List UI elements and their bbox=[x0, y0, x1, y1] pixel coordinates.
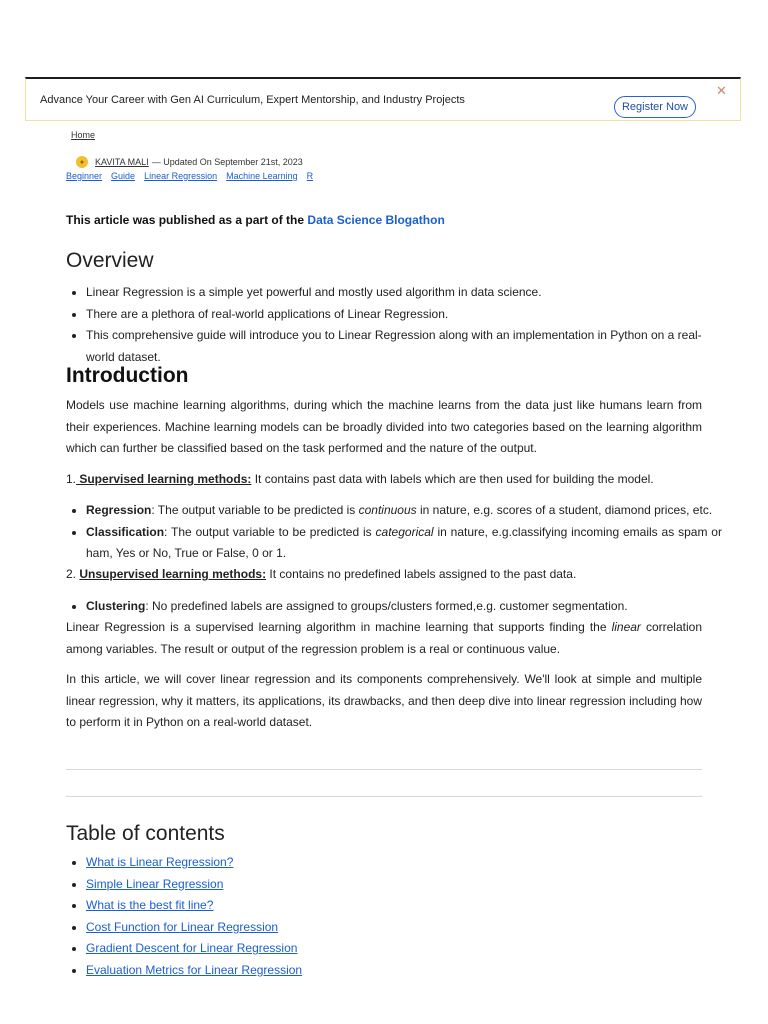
toc-link[interactable]: Evaluation Metrics for Linear Regression bbox=[86, 962, 303, 977]
summary-paragraph: In this article, we will cover linear regression and its components comprehensively. We'll look at simple and multiple linear regression, why it matters, its applications, its drawbacks, and then deep dive into linear regression including how to perform it in Python on a real-world dataset. bbox=[66, 672, 702, 729]
term-emphasis: categorical bbox=[375, 524, 434, 539]
list-item bbox=[86, 596, 722, 618]
list-item bbox=[86, 500, 722, 522]
term: Clustering bbox=[86, 599, 146, 613]
term-emphasis: continuous bbox=[358, 503, 417, 517]
toc-heading: Table of contents bbox=[66, 822, 225, 845]
tag-link[interactable]: Guide bbox=[111, 171, 136, 181]
toc-link[interactable]: Gradient Descent for Linear Regression bbox=[86, 941, 298, 955]
introduction-heading: Introduction bbox=[66, 364, 189, 387]
term-text: : No predefined labels are assigned to groups/clusters formed,e.g. customer segmentation. bbox=[145, 599, 628, 613]
term-text: : The output variable to be predicted is bbox=[151, 503, 359, 517]
divider bbox=[66, 796, 702, 797]
breadcrumb-home-link[interactable]: Home bbox=[71, 130, 96, 140]
list-number: 2. bbox=[66, 567, 77, 581]
toc-item bbox=[86, 938, 722, 960]
toc-link[interactable]: What is the best fit line? bbox=[86, 898, 214, 912]
toc-item bbox=[86, 960, 722, 982]
definition-paragraph bbox=[66, 617, 702, 660]
published-prefix: This article was published as a part of the bbox=[66, 213, 308, 227]
list-item: • Linear Regression is a simple yet powerful and mostly used algorithm in data science. bbox=[86, 282, 722, 304]
toc-list bbox=[66, 852, 722, 981]
tag-link[interactable]: Linear Regression bbox=[144, 171, 218, 181]
published-note bbox=[66, 213, 702, 227]
toc-link[interactable]: What is Linear Regression? bbox=[86, 855, 234, 869]
supervised-line bbox=[66, 469, 702, 491]
tag-link[interactable]: Beginner bbox=[66, 171, 103, 181]
promo-banner bbox=[25, 77, 741, 121]
toc-item bbox=[86, 874, 722, 896]
unsupervised-text: It contains no predefined labels assigned to the past data. bbox=[266, 567, 577, 581]
tag-link[interactable]: R bbox=[306, 171, 314, 181]
unsupervised-label: Unsupervised learning methods: bbox=[79, 567, 267, 581]
overview-heading: Overview bbox=[66, 249, 154, 272]
paragraph-emphasis: linear bbox=[611, 620, 641, 634]
tag-link[interactable]: Machine Learning bbox=[226, 171, 298, 181]
term-text: in nature, e.g.classifying incoming emails as spam or ham, Yes or No, True or False, 0 or 1. bbox=[86, 524, 722, 560]
banner-text: Advance Your Career with Gen AI Curriculum, Expert Mentorship, and Industry Projects bbox=[40, 94, 465, 106]
list-item: • There are a plethora of real-world applications of Linear Regression. bbox=[86, 304, 722, 326]
close-icon[interactable]: ✕ bbox=[716, 83, 727, 98]
list-item: • This comprehensive guide will introduce you to Linear Regression along with an implementation in Python on a real-world dataset. bbox=[86, 325, 722, 368]
toc-item bbox=[86, 852, 722, 874]
term: Regression bbox=[86, 503, 152, 517]
blogathon-link[interactable]: Data Science Blogathon bbox=[307, 213, 445, 227]
divider bbox=[66, 769, 702, 770]
supervised-label: Supervised learning methods: bbox=[76, 472, 252, 486]
term: Classification bbox=[86, 524, 165, 539]
unsupervised-list bbox=[66, 596, 722, 618]
toc-link[interactable]: Cost Function for Linear Regression bbox=[86, 919, 279, 934]
paragraph-text: correlation among variables. The result or output of the regression problem is a real or continuous value. bbox=[66, 620, 702, 656]
supervised-text: It contains past data with labels which are then used for building the model. bbox=[251, 472, 654, 486]
toc-item bbox=[86, 917, 722, 939]
overview-list bbox=[66, 282, 722, 368]
author-row bbox=[76, 156, 303, 168]
author-name-link[interactable]: KAVITA MALI bbox=[95, 157, 149, 167]
intro-paragraph: Models use machine learning algorithms, during which the machine learns from the data just like humans learn from their experiences. Machine learning models can be broadly divided into two categories based on the learning algorithm which can further be classified based on the task performed and the nature of the output. bbox=[66, 398, 702, 455]
updated-date: — Updated On September 21st, 2023 bbox=[151, 157, 303, 167]
unsupervised-line bbox=[66, 564, 702, 586]
supervised-list bbox=[66, 500, 722, 565]
term-text: : The output variable to be predicted is bbox=[164, 524, 376, 539]
toc-link[interactable]: Simple Linear Regression bbox=[86, 876, 224, 891]
avatar[interactable]: ● bbox=[76, 156, 88, 168]
list-item bbox=[86, 522, 722, 565]
register-now-button[interactable]: Register Now bbox=[614, 96, 696, 118]
term-text: in nature, e.g. scores of a student, diamond prices, etc. bbox=[416, 503, 713, 517]
paragraph-text: Linear Regression is a supervised learning algorithm in machine learning that supports finding the bbox=[66, 620, 612, 634]
toc-item bbox=[86, 895, 722, 917]
list-number: 1. bbox=[66, 472, 77, 486]
tag-list bbox=[66, 171, 322, 181]
